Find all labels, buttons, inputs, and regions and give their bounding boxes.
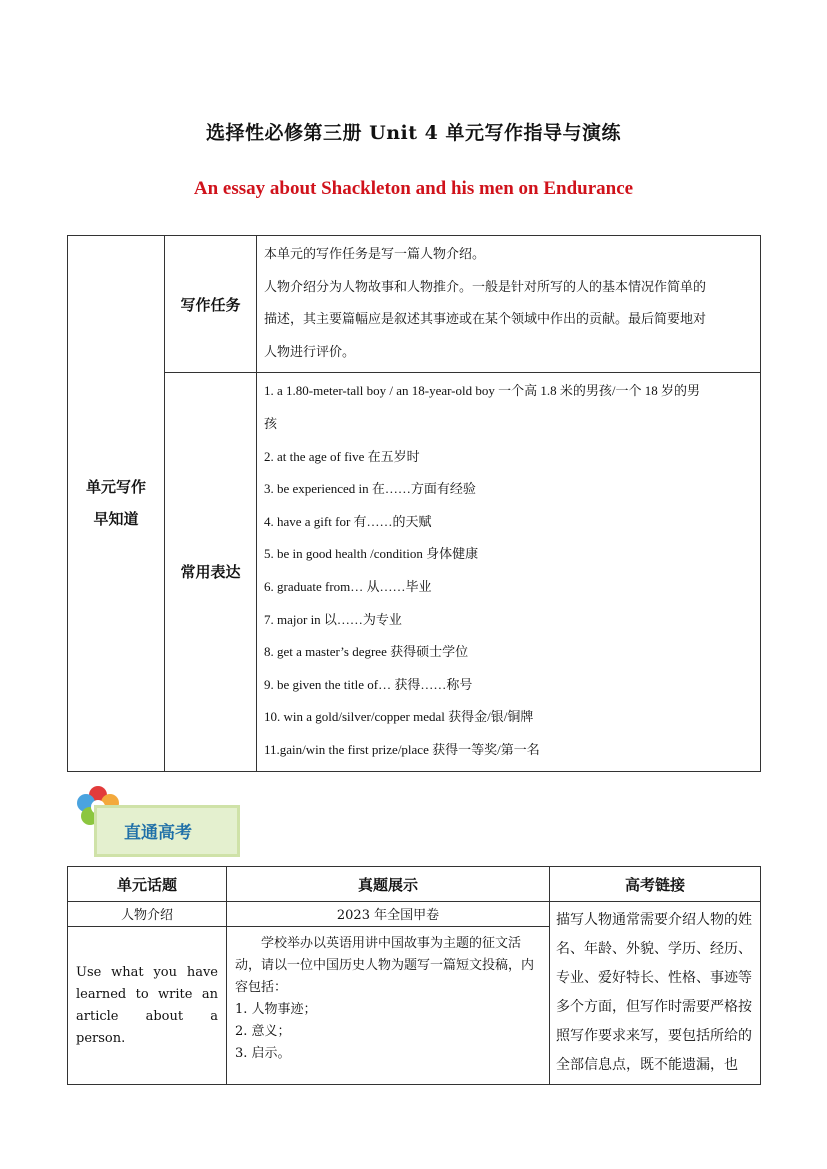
expression-item: 11.gain/win the first prize/place 获得一等奖/第一名 bbox=[264, 741, 540, 757]
task-point: 2. 意义； bbox=[235, 1024, 291, 1040]
exam-table bbox=[67, 866, 761, 1085]
task-line: 描述，其主要篇幅应是叙述其事迹或在某个领域中作出的贡献。最后简要地对 bbox=[264, 311, 707, 327]
expression-item: 6. graduate from… 从……毕业 bbox=[264, 578, 432, 594]
expression-item: 7. major in 以……为专业 bbox=[264, 611, 402, 627]
section-label-cell bbox=[68, 236, 165, 772]
expressions-label: 常用表达 bbox=[165, 373, 257, 771]
section-label-line1: 单元写作 bbox=[85, 478, 146, 497]
header-topic: 单元话题 bbox=[68, 867, 227, 902]
task-label: 写作任务 bbox=[165, 236, 257, 373]
header-source: 真题展示 bbox=[227, 867, 550, 902]
page-subtitle: An essay about Shackleton and his men on Endurance bbox=[193, 178, 634, 199]
expressions-content bbox=[257, 373, 761, 771]
expression-item: 9. be given the title of… 获得……称号 bbox=[264, 676, 473, 692]
task-intro: 学校举办以英语用讲中国故事为主题的征文活动，请以一位中国历史人物为题写一篇短文投稿，内容包括： bbox=[235, 936, 535, 996]
task-cell bbox=[227, 927, 550, 1085]
source-cell: 2023 年全国甲卷 bbox=[227, 902, 550, 927]
task-point: 1. 人物事迹； bbox=[235, 1002, 317, 1018]
topic-cell: 人物介绍 bbox=[68, 902, 227, 927]
expression-item: 8. get a master’s degree 获得硕士学位 bbox=[264, 644, 469, 660]
section-badge bbox=[74, 783, 244, 861]
expression-item: 4. have a gift for 有……的天赋 bbox=[264, 513, 432, 529]
section-label-line2: 早知道 bbox=[93, 510, 139, 529]
task-line: 人物介绍分为人物故事和人物推介。一般是针对所写的人的基本情况作简单的 bbox=[264, 278, 707, 294]
expression-item: 5. be in good health /condition 身体健康 bbox=[264, 546, 479, 562]
expression-item: 2. at the age of five 在五岁时 bbox=[264, 448, 420, 464]
task-line: 人物进行评价。 bbox=[264, 343, 356, 359]
expression-item: 10. win a gold/silver/copper medal 获得金/银/铜牌 bbox=[264, 709, 534, 725]
task-point: 3. 启示。 bbox=[235, 1046, 291, 1062]
expression-item: 孩 bbox=[264, 415, 278, 431]
task-line: 本单元的写作任务是写一篇人物介绍。 bbox=[264, 246, 486, 261]
expression-item: 3. be experienced in 在……方面有经验 bbox=[264, 481, 476, 497]
link-cell: 描写人物通常需要介绍人物的姓名、年龄、外貌、学历、经历、专业、爱好特长、性格、事迹等多个方面，但写作时需要严格按照写作要求来写，要包括所给的全部信息点，既不能遗漏，也 bbox=[550, 902, 761, 1085]
expression-item: 1. a 1.80-meter-tall boy / an 18-year-old boy 一个高 1.8 米的男孩/一个 18 岁的男 bbox=[264, 383, 700, 399]
badge-label: 直通高考 bbox=[124, 823, 192, 843]
overview-table bbox=[67, 235, 761, 772]
page-title: 选择性必修第三册 Unit 4 单元写作指导与演练 bbox=[206, 122, 621, 144]
topic-desc-cell: Use what you have learned to write an article about a person. bbox=[68, 927, 227, 1085]
task-content bbox=[257, 236, 761, 373]
header-link: 高考链接 bbox=[550, 867, 761, 902]
